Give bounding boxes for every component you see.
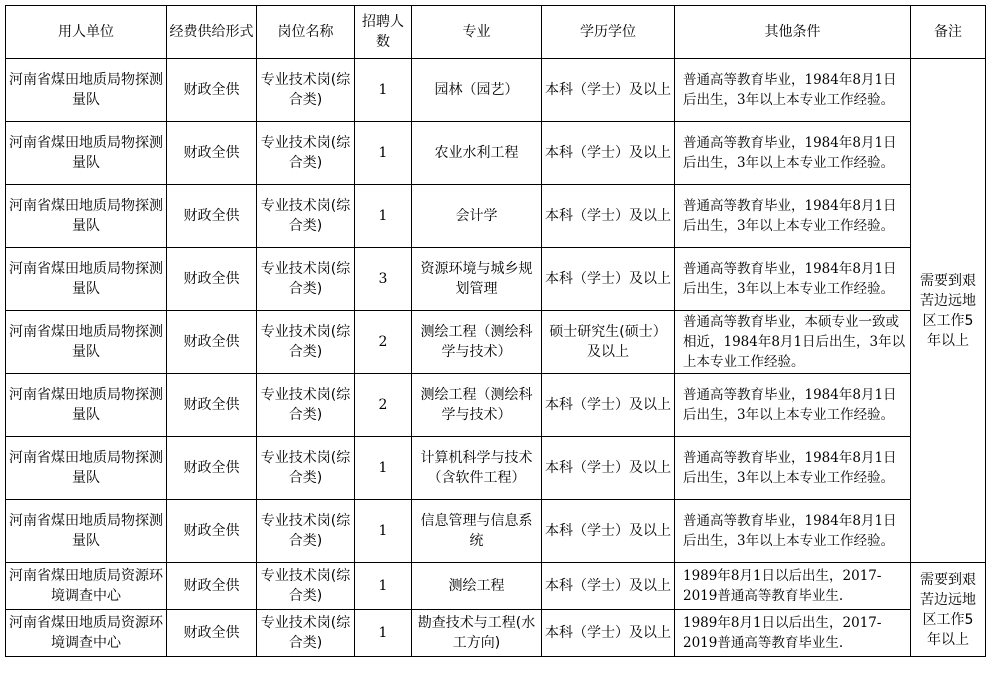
table-row	[6, 500, 986, 563]
cell-funding: 财政全供	[167, 59, 257, 122]
cell-unit: 河南省煤田地质局物探测量队	[6, 311, 167, 374]
cell-unit: 河南省煤田地质局物探测量队	[6, 185, 167, 248]
cell-funding: 财政全供	[167, 500, 257, 563]
cell-education: 本科（学士）及以上	[542, 374, 675, 437]
cell-education: 本科（学士）及以上	[542, 248, 675, 311]
cell-conditions: 普通高等教育毕业，1984年8月1日后出生，3年以上本专业工作经验。	[675, 59, 911, 122]
cell-unit: 河南省煤田地质局物探测量队	[6, 437, 167, 500]
cell-major: 测绘工程（测绘科学与技术）	[412, 311, 542, 374]
cell-count: 1	[355, 437, 412, 500]
cell-conditions: 普通高等教育毕业，本硕专业一致或相近，1984年8月1日后出生，3年以上本专业工作经验。	[675, 311, 911, 374]
cell-major: 测绘工程（测绘科学与技术）	[412, 374, 542, 437]
cell-funding: 财政全供	[167, 437, 257, 500]
cell-education: 本科（学士）及以上	[542, 563, 675, 610]
header-education: 学历学位	[542, 6, 675, 59]
table-row	[6, 59, 986, 122]
cell-major: 测绘工程	[412, 563, 542, 610]
header-major: 专业	[412, 6, 542, 59]
cell-position: 专业技术岗(综合类)	[257, 437, 355, 500]
cell-conditions: 普通高等教育毕业，1984年8月1日后出生，3年以上本专业工作经验。	[675, 437, 911, 500]
cell-unit: 河南省煤田地质局资源环境调查中心	[6, 563, 167, 610]
header-unit: 用人单位	[6, 6, 167, 59]
cell-education: 硕士研究生(硕士）及以上	[542, 311, 675, 374]
cell-position: 专业技术岗(综合类)	[257, 500, 355, 563]
cell-unit: 河南省煤田地质局物探测量队	[6, 500, 167, 563]
cell-funding: 财政全供	[167, 248, 257, 311]
header-count: 招聘人数	[355, 6, 412, 59]
header-note: 备注	[911, 6, 986, 59]
cell-unit: 河南省煤田地质局物探测量队	[6, 59, 167, 122]
header-conditions: 其他条件	[675, 6, 911, 59]
cell-count: 1	[355, 185, 412, 248]
cell-conditions: 1989年8月1日以后出生，2017-2019普通高等教育毕业生.	[675, 610, 911, 657]
table-row	[6, 374, 986, 437]
cell-position: 专业技术岗(综合类)	[257, 610, 355, 657]
cell-count: 1	[355, 122, 412, 185]
cell-count: 2	[355, 374, 412, 437]
cell-funding: 财政全供	[167, 185, 257, 248]
cell-funding: 财政全供	[167, 610, 257, 657]
header-row	[6, 6, 986, 59]
table-row	[6, 437, 986, 500]
cell-position: 专业技术岗(综合类)	[257, 311, 355, 374]
recruitment-table	[5, 5, 986, 657]
table-row	[6, 248, 986, 311]
table-row	[6, 185, 986, 248]
cell-count: 1	[355, 59, 412, 122]
cell-unit: 河南省煤田地质局物探测量队	[6, 248, 167, 311]
cell-funding: 财政全供	[167, 311, 257, 374]
cell-note: 需要到艰苦边远地区工作5年以上	[911, 563, 986, 657]
table-row	[6, 610, 986, 657]
cell-unit: 河南省煤田地质局物探测量队	[6, 374, 167, 437]
table-row	[6, 563, 986, 610]
cell-conditions: 普通高等教育毕业，1984年8月1日后出生，3年以上本专业工作经验。	[675, 185, 911, 248]
header-position: 岗位名称	[257, 6, 355, 59]
cell-education: 本科（学士）及以上	[542, 500, 675, 563]
cell-major: 计算机科学与技术（含软件工程）	[412, 437, 542, 500]
cell-conditions: 普通高等教育毕业，1984年8月1日后出生，3年以上本专业工作经验。	[675, 374, 911, 437]
cell-count: 1	[355, 500, 412, 563]
cell-major: 会计学	[412, 185, 542, 248]
cell-education: 本科（学士）及以上	[542, 610, 675, 657]
header-funding: 经费供给形式	[167, 6, 257, 59]
cell-count: 1	[355, 563, 412, 610]
cell-major: 勘查技术与工程(水工方向)	[412, 610, 542, 657]
cell-education: 本科（学士）及以上	[542, 59, 675, 122]
cell-conditions: 普通高等教育毕业，1984年8月1日后出生，3年以上本专业工作经验。	[675, 122, 911, 185]
cell-funding: 财政全供	[167, 563, 257, 610]
cell-count: 1	[355, 610, 412, 657]
cell-position: 专业技术岗(综合类)	[257, 374, 355, 437]
cell-conditions: 普通高等教育毕业，1984年8月1日后出生，3年以上本专业工作经验。	[675, 500, 911, 563]
cell-conditions: 普通高等教育毕业，1984年8月1日后出生，3年以上本专业工作经验。	[675, 248, 911, 311]
cell-unit: 河南省煤田地质局物探测量队	[6, 122, 167, 185]
cell-position: 专业技术岗(综合类)	[257, 122, 355, 185]
cell-funding: 财政全供	[167, 374, 257, 437]
table-row	[6, 122, 986, 185]
cell-education: 本科（学士）及以上	[542, 437, 675, 500]
cell-funding: 财政全供	[167, 122, 257, 185]
cell-position: 专业技术岗(综合类)	[257, 185, 355, 248]
cell-major: 农业水利工程	[412, 122, 542, 185]
cell-count: 3	[355, 248, 412, 311]
cell-position: 专业技术岗(综合类)	[257, 248, 355, 311]
cell-major: 信息管理与信息系统	[412, 500, 542, 563]
cell-education: 本科（学士）及以上	[542, 122, 675, 185]
table-row	[6, 311, 986, 374]
cell-position: 专业技术岗(综合类)	[257, 563, 355, 610]
cell-major: 资源环境与城乡规划管理	[412, 248, 542, 311]
cell-major: 园林（园艺）	[412, 59, 542, 122]
cell-count: 2	[355, 311, 412, 374]
cell-education: 本科（学士）及以上	[542, 185, 675, 248]
cell-unit: 河南省煤田地质局资源环境调查中心	[6, 610, 167, 657]
cell-conditions: 1989年8月1日以后出生，2017-2019普通高等教育毕业生.	[675, 563, 911, 610]
cell-position: 专业技术岗(综合类)	[257, 59, 355, 122]
cell-note: 需要到艰苦边远地区工作5年以上	[911, 59, 986, 563]
